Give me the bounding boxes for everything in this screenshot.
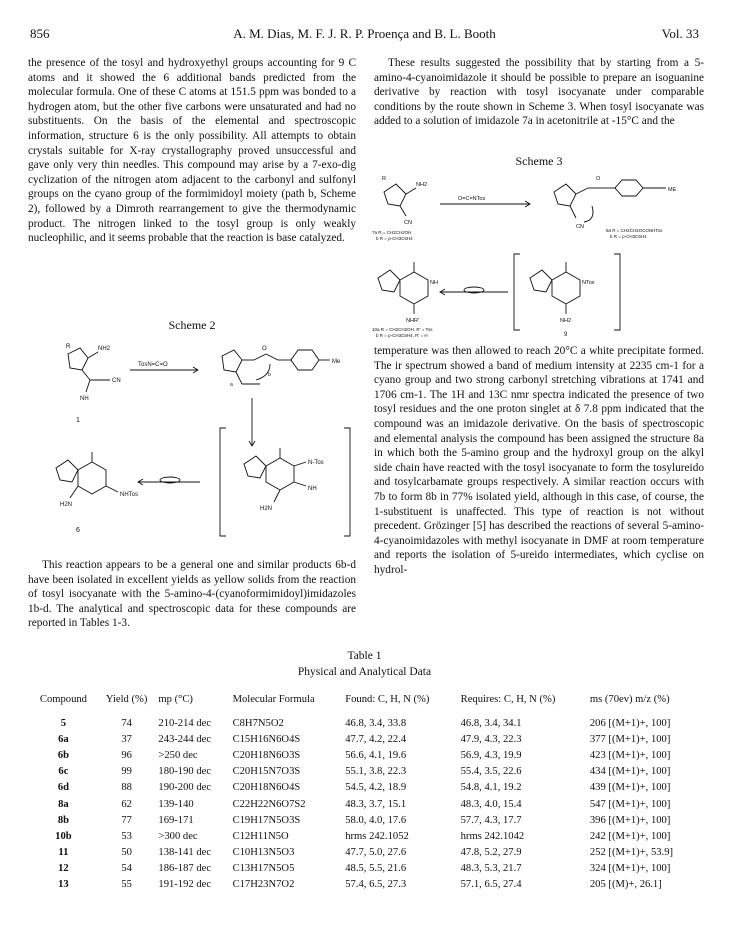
table-cell: 190-200 dec	[158, 782, 212, 794]
table-row	[30, 715, 702, 731]
table-cell: 210-214 dec	[158, 717, 212, 729]
table-row	[30, 812, 702, 828]
s3-caption-10a: 10a R = CH2CH2OH, R' = Tos	[372, 327, 433, 332]
table-cell: 46.8, 3.4, 33.8	[345, 717, 407, 729]
table-row	[30, 747, 702, 763]
table-cell: C12H11N5O	[232, 830, 289, 842]
table-cell: 186-187 dec	[158, 863, 212, 875]
column-header: mp (°C)	[158, 694, 193, 705]
s3-label-nh: NH	[430, 280, 438, 286]
table-subtitle: Physical and Analytical Data	[297, 666, 432, 678]
table-cell: 56.6, 4.1, 19.6	[345, 749, 407, 761]
table-cell: 11	[58, 847, 69, 859]
scheme-2-figure	[30, 336, 358, 548]
s3-label-nh2: NH2	[416, 182, 428, 188]
table-cell: 547 [(M+1)+, 100]	[589, 798, 671, 810]
s3-caption-10b: b R = p-CH3C6H4, R' = H	[376, 333, 428, 338]
s2-label-cn: CN	[112, 378, 121, 384]
volume-label: Vol. 33	[661, 26, 699, 41]
table-cell: 377 [(M+1)+, 100]	[589, 733, 671, 745]
table-cell: 13	[58, 879, 69, 891]
table-cell: 54.8, 4.1, 19.2	[460, 782, 522, 794]
table-cell: 48.5, 5.5, 21.6	[345, 863, 407, 875]
table-cell: 58.0, 4.0, 17.6	[345, 814, 407, 826]
table-row	[30, 845, 702, 861]
table-cell: hrms 242.1042	[460, 830, 525, 842]
table-cell: 252 [(M+1)+, 53.9]	[589, 847, 674, 859]
table-cell: 62	[121, 798, 132, 810]
s2-label-nh: NH	[80, 396, 89, 402]
scheme-2-title: Scheme 2	[168, 318, 216, 332]
table-title: Table 1	[347, 650, 382, 662]
table-cell: C20H15N7O3S	[232, 766, 301, 778]
table-cell: C15H16N6O4S	[232, 733, 301, 745]
table-cell: 138-141 dec	[158, 847, 212, 859]
scheme-3-title: Scheme 3	[515, 154, 563, 168]
table-row	[30, 861, 702, 877]
table-cell: 180-190 dec	[158, 766, 212, 778]
table-cell: 99	[121, 766, 132, 778]
table-cell: 324 [(M+1)+, 100]	[589, 863, 671, 875]
table-cell: 48.3, 3.7, 15.1	[345, 798, 407, 810]
page-number: 856	[30, 26, 50, 41]
table-cell: 8a	[58, 798, 69, 810]
table-cell: 37	[121, 733, 132, 745]
left-column-paragraph-2: This reaction appears to be a general one and similar products 6b-d have been isolated in excellent yields as yellow solids from the reaction of tosyl isocyanate with the 5-amino-4-(cyanoformimidoyl)imidazoles 1b-d. The analytical and spectroscopic data for these compounds are reported in Tables 1-3.	[28, 559, 356, 630]
table-cell: 54	[121, 863, 132, 875]
table-cell: 47.8, 5.2, 27.9	[460, 847, 522, 859]
table-cell: C19H17N5O3S	[232, 814, 301, 826]
table-cell: 57.1, 6.5, 27.4	[460, 879, 522, 891]
s3-label-r: R	[382, 176, 386, 182]
table-cell: 48.3, 4.0, 15.4	[460, 798, 522, 810]
table-cell: 55	[121, 879, 132, 891]
s3-label-o: O	[596, 176, 601, 182]
table-row	[30, 828, 702, 844]
table-cell: 169-171	[158, 814, 194, 826]
column-header: Compound	[39, 694, 87, 705]
s3-caption-8a: 8a R = CH2CH2OCONHTos	[606, 228, 663, 233]
table-cell: 50	[121, 847, 132, 859]
table-cell: 88	[121, 782, 132, 794]
table-cell: 243-244 dec	[158, 733, 212, 745]
table-row	[30, 796, 702, 812]
table-cell: C22H22N6O7S2	[232, 798, 306, 810]
s2-label-o: O	[262, 346, 267, 352]
s2-reagent: TosN=C=O	[138, 362, 168, 368]
physical-analytical-data-table	[30, 694, 702, 893]
table-cell: 74	[121, 717, 132, 729]
s3-label-cn: CN	[404, 220, 412, 226]
table-cell: C13H17N5O5	[232, 863, 295, 875]
table-cell: 47.9, 4.3, 22.3	[460, 733, 522, 745]
column-header: Requires: C, H, N (%)	[460, 694, 556, 705]
table-cell: 57.4, 6.5, 27.3	[345, 879, 407, 891]
s3-label-nhr: NHR'	[406, 318, 419, 324]
left-column-paragraph-1: the presence of the tosyl and hydroxyethyl groups accounting for 9 C atoms and it showed the 6 additional bands predicted from the molecular formula. One of these C atoms at 151.5 ppm was bonded to a hydrogen atom, but the other five carbons were unsaturated and had no substituents. On the basis of the elemental and spectroscopic information, structure 6 is the only possibility. All attempts to obtain crystals suitable for X-ray crystallography proved unsuccessful and gave only very thin needles. This compound may arise by a 7-exo-dig cyclization of the nitrogen atom adjacent to the carbonyl and sulfonyl groups on the cyano group of the formimidoyl moiety (path b, Scheme 2), followed by a Dimroth rearrangement to give the thermodynamic product. The nitrogen linked to the tosyl group is only weakly nucleophilic, and it seems probable that the reaction is base catalyzed.	[28, 57, 356, 245]
column-header: Molecular Formula	[232, 694, 315, 705]
table-cell: C20H18N6O3S	[232, 749, 301, 761]
s2-label-h2n: H2N	[260, 506, 273, 512]
table-cell: 242 [(M+1)+, 100]	[589, 830, 671, 842]
column-header: ms (70ev) m/z (%)	[589, 694, 670, 705]
table-cell: 55.1, 3.8, 22.3	[345, 766, 407, 778]
table-cell: 8b	[57, 814, 70, 826]
s3-label-me: ME	[668, 187, 677, 193]
scheme-3-figure	[370, 170, 706, 338]
table-body	[30, 715, 702, 893]
s3-reagent: O=C=NTos	[458, 196, 486, 202]
table-cell: 434 [(M+1)+, 100]	[589, 766, 671, 778]
s3-caption-7b: b R = p-CH3C6H4	[376, 236, 413, 241]
table-cell: >300 dec	[158, 830, 198, 842]
table-cell: C8H7N5O2	[232, 717, 284, 729]
table-cell: >250 dec	[158, 749, 198, 761]
s3-caption-7a: 7a R = CH2CH2OH	[372, 230, 412, 235]
table-cell: C10H13N5O3	[232, 847, 295, 859]
s2-label-me: Me	[332, 359, 341, 365]
table-row	[30, 877, 702, 893]
s2-label-ntos: N-Tos	[308, 460, 324, 466]
s3-label-nh2-9: NH2	[560, 318, 572, 324]
table-cell: 48.3, 5.3, 21.7	[460, 863, 522, 875]
table-header-row	[30, 694, 702, 715]
table-cell: 47.7, 4.2, 22.4	[345, 733, 407, 745]
table-cell: 54.5, 4.2, 18.9	[345, 782, 407, 794]
table-row	[30, 731, 702, 747]
right-column-paragraph-2: temperature was then allowed to reach 20°C a white precipitate formed. The ir spectrum showed a band of medium intensity at 2235 cm-1 for a cyano group and two strong carbonyl stretching vibrations at 1741 and 1706 cm-1. The 1H and 13C nmr spectra indicated the presence of two tosyl residues and the one proton singlet at δ 7.8 ppm indicated that the compound was an imidazole derivative. On the basis of spectroscopic and elemental analysis the compound has been assigned the structure 8a in which both the 5-amino group and the hydroxyl group on the alkyl side chain have reacted with the tosyl isocyanate to form the tosylureido and tosylcarbamate groups respectively. A similar reaction occurs with 7b to form 8b in 77% isolated yield, although in this case, of course, the 1-substituent is unaffected. This type of reaction is not without precedent. Grözinger [5] has described the reactions of several 5-amino-4-cyanoimidazoles with methyl isocyanate in DMF at room temperature and reports the isolation of 5-ureido intermediates, which cyclise on hydrol-	[374, 345, 704, 576]
table-cell: 191-192 dec	[158, 879, 212, 891]
table-cell: 6c	[58, 766, 69, 778]
s2-label-nh-bracket: NH	[308, 486, 317, 492]
s3-compound-9: 9	[564, 332, 568, 338]
table-cell: 5	[60, 717, 67, 729]
table-cell: 206 [(M+1)+, 100]	[589, 717, 671, 729]
table-cell: C20H18N6O4S	[232, 782, 301, 794]
table-cell: 96	[121, 749, 132, 761]
s2-label-a: a	[230, 382, 233, 388]
s3-label-ntos: NTos	[582, 280, 595, 286]
table-cell: 47.7, 5.0, 27.6	[345, 847, 407, 859]
table-cell: 77	[121, 814, 132, 826]
table-cell: 57.7, 4.3, 17.7	[460, 814, 522, 826]
table-cell: 55.4, 3.5, 22.6	[460, 766, 522, 778]
s2-label-h2n-6: H2N	[60, 502, 73, 508]
right-column-paragraph-1: These results suggested the possibility that by starting from a 5-amino-4-cyanoimidazole it should be possible to prepare an isoguanine derivative by reaction with tosyl isocyanate under comparable conditions by the route shown in Scheme 3. When tosyl isocyanate was added to a solution of imidazole 7a in acetonitrile at -15°C and the	[374, 57, 704, 128]
table-cell: 53	[121, 830, 132, 842]
table-cell: 6a	[58, 733, 69, 745]
table-row	[30, 780, 702, 796]
table-cell: 12	[58, 863, 69, 875]
s2-label-nh2: NH2	[98, 346, 111, 352]
s2-compound-6: 6	[76, 527, 80, 534]
table-cell: 46.8, 3.4, 34.1	[460, 717, 522, 729]
s2-label-b: b	[268, 372, 271, 378]
table-cell: 439 [(M+1)+, 100]	[589, 782, 671, 794]
s3-label-cn-8: CN	[576, 224, 584, 230]
table-cell: 6b	[57, 749, 70, 761]
table-cell: hrms 242.1052	[345, 830, 409, 842]
s2-label-nhtos: NHTos	[120, 492, 139, 498]
s3-caption-8b: b R = p-CH3C6H4	[610, 234, 647, 239]
table-cell: 6d	[57, 782, 70, 794]
column-header: Found: C, H, N (%)	[345, 694, 430, 705]
table-cell: 396 [(M+1)+, 100]	[589, 814, 671, 826]
running-authors: A. M. Dias, M. F. J. R. P. Proença and B. L. Booth	[233, 26, 496, 41]
table-cell: C17H23N7O2	[232, 879, 295, 891]
table-cell: 139-140	[158, 798, 194, 810]
table-row	[30, 764, 702, 780]
table-cell: 205 [(M)+, 26.1]	[589, 879, 662, 891]
s2-label-r: R	[66, 344, 71, 350]
table-cell: 56.9, 4.3, 19.9	[460, 749, 522, 761]
column-header: Yield (%)	[105, 694, 148, 705]
table-cell: 423 [(M+1)+, 100]	[589, 749, 671, 761]
running-header	[30, 26, 699, 46]
table-cell: 10b	[55, 830, 72, 842]
s2-compound-1: 1	[76, 417, 80, 424]
